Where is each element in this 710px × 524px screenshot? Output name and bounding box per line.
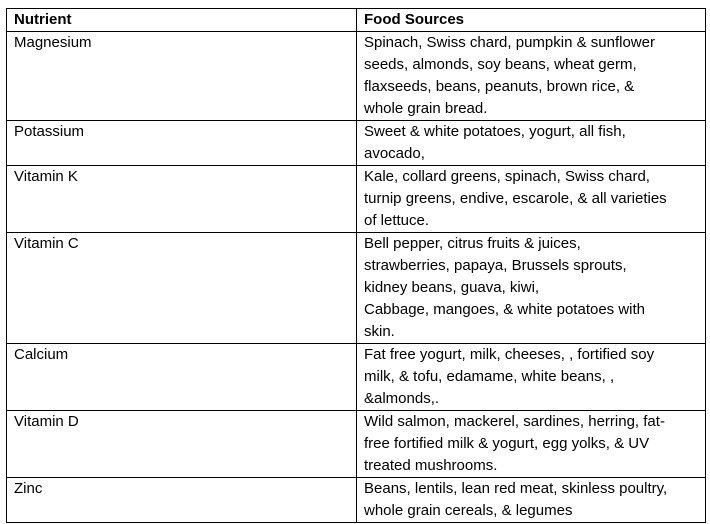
- food-sources-cell: [357, 478, 706, 523]
- food-sources-line: avocado,: [364, 145, 425, 162]
- nutrient-cell: Calcium: [7, 344, 357, 411]
- food-sources-cell: [357, 233, 706, 344]
- table-row: [7, 121, 706, 166]
- food-sources-line: skin.: [364, 323, 395, 340]
- table-row: [7, 344, 706, 411]
- food-sources-line: Bell pepper, citrus fruits & juices,: [364, 235, 581, 252]
- nutrient-cell: Vitamin C: [7, 233, 357, 344]
- food-sources-line: Fat free yogurt, milk, cheeses, , fortified soy: [364, 346, 655, 363]
- food-sources-line: Wild salmon, mackerel, sardines, herring, fat-: [364, 413, 665, 430]
- food-sources-line: Beans, lentils, lean red meat, skinless poultry,: [364, 480, 668, 497]
- food-sources-line: milk, & tofu, edamame, white beans, ,: [364, 368, 615, 385]
- table-body: [7, 32, 706, 523]
- food-sources-line: treated mushrooms.: [364, 457, 498, 474]
- food-sources-line: of lettuce.: [364, 212, 430, 229]
- nutrient-column-header: Nutrient: [7, 9, 357, 32]
- table-header-row: [7, 9, 706, 32]
- food-sources-column-header: Food Sources: [357, 9, 706, 32]
- food-sources-line: Kale, collard greens, spinach, Swiss chard,: [364, 168, 650, 185]
- food-sources-cell: [357, 344, 706, 411]
- nutrient-cell: Zinc: [7, 478, 357, 523]
- food-sources-line: whole grain bread.: [364, 100, 488, 117]
- nutrient-food-sources-table: [6, 8, 706, 523]
- nutrient-cell: Vitamin D: [7, 411, 357, 478]
- table-row: [7, 233, 706, 344]
- food-sources-line: seeds, almonds, soy beans, wheat germ,: [364, 56, 637, 73]
- food-sources-cell: [357, 411, 706, 478]
- food-sources-line: &almonds,.: [364, 390, 440, 407]
- food-sources-line: strawberries, papaya, Brussels sprouts,: [364, 257, 627, 274]
- food-sources-line: turnip greens, endive, escarole, & all varieties: [364, 190, 667, 207]
- nutrient-cell: Potassium: [7, 121, 357, 166]
- food-sources-line: flaxseeds, beans, peanuts, brown rice, &: [364, 78, 635, 95]
- food-sources-line: Spinach, Swiss chard, pumpkin & sunflower: [364, 34, 655, 51]
- table-row: [7, 411, 706, 478]
- food-sources-line: Cabbage, mangoes, & white potatoes with: [364, 301, 646, 318]
- food-sources-line: Sweet & white potatoes, yogurt, all fish,: [364, 123, 626, 140]
- food-sources-line: whole grain cereals, & legumes: [364, 502, 573, 519]
- table-row: [7, 166, 706, 233]
- nutrient-cell: Magnesium: [7, 32, 357, 121]
- food-sources-cell: [357, 166, 706, 233]
- nutrient-cell: Vitamin K: [7, 166, 357, 233]
- table-row: [7, 478, 706, 523]
- food-sources-cell: [357, 32, 706, 121]
- food-sources-cell: [357, 121, 706, 166]
- food-sources-line: kidney beans, guava, kiwi,: [364, 279, 540, 296]
- table-row: [7, 32, 706, 121]
- food-sources-line: free fortified milk & yogurt, egg yolks, & UV: [364, 435, 650, 452]
